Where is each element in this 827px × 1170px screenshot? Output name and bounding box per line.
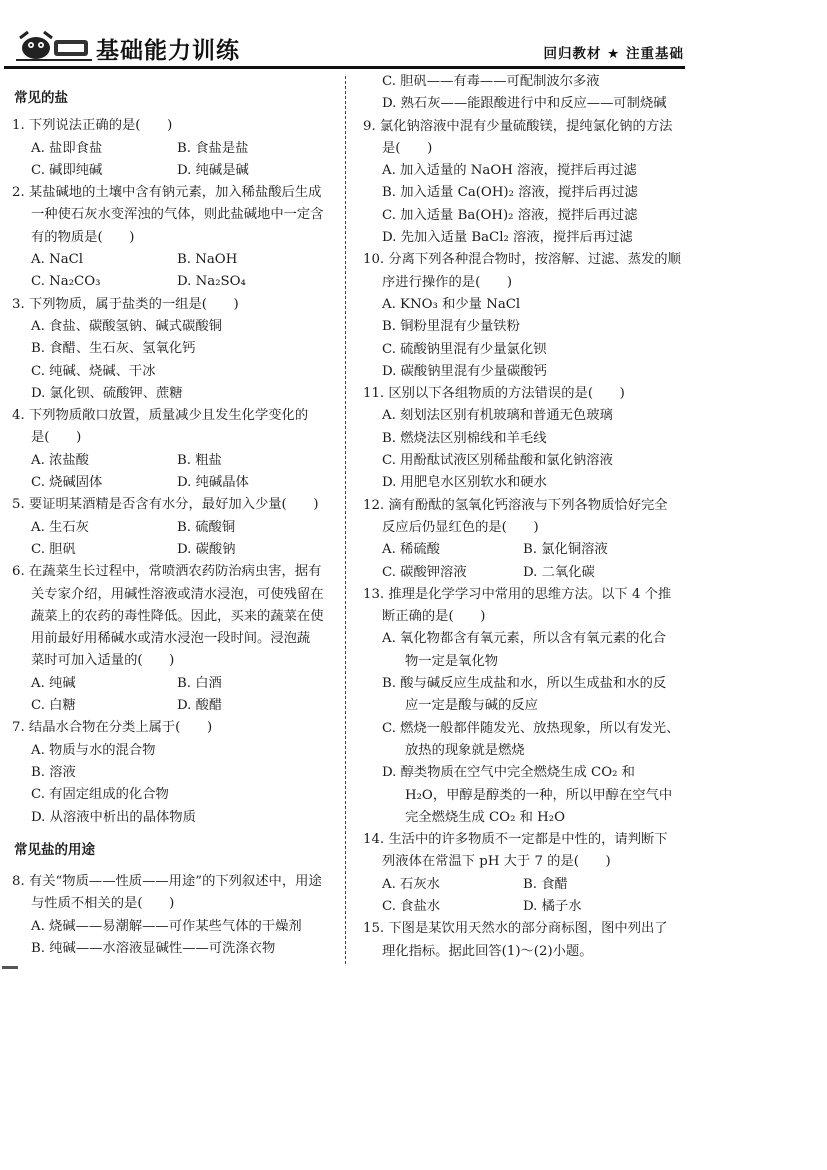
option-d[interactable]: D. 醇类物质在空气中完全燃烧生成 CO₂ 和 (382, 765, 635, 781)
option-d[interactable]: D. 纯碱晶体 (177, 475, 249, 491)
option-a[interactable]: A. 纯碱 (31, 675, 76, 691)
option-a[interactable]: A. 盐即食盐 (31, 140, 103, 156)
option-d[interactable]: D. 用肥皂水区别软水和硬水 (382, 475, 547, 491)
question-stem: 反应后仍显红色的是( ) (382, 519, 539, 535)
question-stem: 15. 下图是某饮用天然水的部分商标图，图中列出了 (363, 921, 668, 937)
option-d[interactable]: D. 二氧化碳 (523, 564, 595, 580)
option-c[interactable]: C. 纯碱、烧碱、干冰 (31, 363, 156, 379)
question-15 (363, 918, 687, 963)
option-c[interactable]: C. Na₂CO₃ (31, 274, 101, 290)
question-stem: 14. 生活中的许多物质不一定都是中性的，请判断下 (363, 832, 668, 848)
option-d[interactable]: D. 先加入适量 BaCl₂ 溶液，搅拌后再过滤 (382, 230, 633, 246)
question-stem: 用前最好用稀碱水或清水浸泡一段时间。浸泡蔬 (31, 631, 311, 647)
option-b[interactable]: B. 食醋、生石灰、氢氧化钙 (31, 341, 196, 357)
question-stem: 序进行操作的是( ) (382, 274, 513, 290)
option-c[interactable]: C. 烧碱固体 (31, 475, 103, 491)
option-d[interactable]: D. 碳酸钠里混有少量碳酸钙 (382, 363, 547, 379)
question-stem: 11. 区别以下各组物质的方法错误的是( ) (363, 386, 625, 402)
question-stem: 6. 在蔬菜生长过程中，常喷洒农药防治病虫害，据有 (12, 564, 322, 580)
column-divider (345, 76, 346, 964)
option-b[interactable]: B. 硫酸铜 (177, 519, 236, 535)
option-c[interactable]: C. 碳酸钾溶液 (382, 564, 467, 580)
option-c[interactable]: C. 用酚酞试液区别稀盐酸和氯化钠溶液 (382, 453, 613, 469)
question-5 (12, 494, 340, 561)
option-b[interactable]: B. 铜粉里混有少量铁粉 (382, 319, 520, 335)
option-a[interactable]: A. 浓盐酸 (31, 452, 89, 468)
option-b[interactable]: B. 酸与碱反应生成盐和水，所以生成盐和水的反 (382, 676, 667, 692)
question-stem: 断正确的是( ) (382, 609, 486, 625)
question-stem: 4. 下列物质敞口放置，质量减少且发生化学变化的 (12, 408, 309, 424)
question-stem: 菜时可加入适量的( ) (31, 653, 175, 669)
option-d[interactable]: D. Na₂SO₄ (177, 274, 246, 290)
option-a[interactable]: A. 生石灰 (31, 519, 89, 535)
question-stem: 是( ) (382, 140, 433, 156)
option-d[interactable]: D. 纯碱是碱 (177, 162, 249, 178)
option-a[interactable]: A. 食盐、碳酸氢钠、碱式碳酸铜 (31, 318, 222, 334)
option-a[interactable]: A. NaCl (31, 252, 84, 268)
question-4 (12, 405, 340, 494)
option-d[interactable]: D. 氯化钡、硫酸钾、蔗糖 (31, 385, 183, 401)
option-b-continued: 应一定是酸与碱的反应 (405, 698, 538, 714)
question-14 (363, 829, 687, 918)
question-8 (12, 871, 340, 960)
option-a[interactable]: A. 石灰水 (382, 876, 440, 892)
option-d[interactable]: D. 熟石灰——能跟酸进行中和反应——可制烧碱 (382, 96, 667, 112)
question-stem: 蔬菜上的农药的毒性降低。因此，买来的蔬菜在使 (31, 608, 324, 624)
question-13 (363, 584, 687, 829)
option-b[interactable]: B. 白酒 (177, 675, 222, 691)
option-d-continued: 完全燃烧生成 CO₂ 和 H₂O (405, 809, 565, 825)
option-d[interactable]: D. 从溶液中析出的晶体物质 (31, 809, 196, 825)
option-a[interactable]: A. 刻划法区别有机玻璃和普通无色玻璃 (382, 408, 613, 424)
question-stem: 5. 要证明某酒精是否含有水分，最好加入少量( ) (12, 497, 319, 513)
option-a[interactable]: A. KNO₃ 和少量 NaCl (382, 296, 521, 312)
cartoon-logo-icon (14, 28, 94, 64)
option-d[interactable]: D. 碳酸钠 (177, 541, 236, 557)
right-column (363, 71, 687, 963)
option-a[interactable]: A. 稀硫酸 (382, 542, 440, 558)
question-stem: 2. 某盐碱地的土壤中含有钠元素，加入稀盐酸后生成 (12, 185, 322, 201)
option-b[interactable]: B. 食醋 (523, 876, 568, 892)
option-d[interactable]: D. 酸醋 (177, 698, 223, 714)
option-b[interactable]: B. 食盐是盐 (177, 140, 249, 156)
option-c[interactable]: C. 有固定组成的化合物 (31, 787, 169, 803)
question-stem: 关专家介绍，用碱性溶液或清水浸泡，可使残留在 (31, 586, 324, 602)
question-stem: 理化指标。据此回答(1)～(2)小题。 (382, 943, 593, 959)
option-c[interactable]: C. 胆矾——有毒——可配制波尔多液 (382, 74, 600, 89)
question-stem: 13. 推理是化学学习中常用的思维方法。以下 4 个推 (363, 586, 672, 602)
question-stem: 8. 有关“物质——性质——用途”的下列叙述中，用途 (12, 874, 322, 890)
header-slogan: 回归教材 ★ 注重基础 (543, 46, 684, 62)
question-stem: 10. 分离下列各种混合物时，按溶解、过滤、蒸发的顺 (363, 252, 681, 268)
question-11 (363, 383, 687, 494)
question-stem: 与性质不相关的是( ) (31, 896, 175, 912)
question-7 (12, 717, 340, 828)
question-stem: 7. 结晶水合物在分类上属于( ) (12, 720, 213, 736)
option-a[interactable]: A. 加入适量的 NaOH 溶液，搅拌后再过滤 (382, 163, 637, 179)
question-9 (363, 116, 687, 250)
section-heading: 常见的盐 (14, 90, 68, 106)
question-stem: 是( ) (31, 430, 82, 446)
option-c[interactable]: C. 食盐水 (382, 898, 441, 914)
page-header (14, 28, 684, 66)
option-c[interactable]: C. 碱即纯碱 (31, 162, 103, 178)
option-c[interactable]: C. 硫酸钠里混有少量氯化钡 (382, 341, 547, 357)
option-a[interactable]: A. 氧化物都含有氧元素，所以含有氧元素的化合 (382, 631, 666, 647)
option-c[interactable]: C. 胆矾 (31, 541, 76, 557)
option-a[interactable]: A. 物质与水的混合物 (31, 742, 156, 758)
option-c[interactable]: C. 燃烧一般都伴随发光、放热现象，所以有发光、 (382, 720, 680, 736)
question-1 (12, 115, 340, 182)
question-stem: 一种使石灰水变浑浊的气体，则此盐碱地中一定含 (31, 207, 324, 223)
question-6 (12, 561, 340, 717)
question-3 (12, 294, 340, 405)
page-number-mark (2, 966, 18, 969)
option-a-continued: 物一定是氧化物 (405, 653, 499, 669)
question-stem: 12. 滴有酚酞的氢氧化钙溶液与下列各物质恰好完全 (363, 497, 668, 513)
option-b[interactable]: B. 燃烧法区别棉线和羊毛线 (382, 430, 547, 446)
option-b[interactable]: B. 粗盐 (177, 452, 222, 468)
option-d-continued: H₂O，甲醇是醇类的一种，所以甲醇在空气中 (405, 787, 673, 803)
option-c[interactable]: C. 加入适量 Ba(OH)₂ 溶液，搅拌后再过滤 (382, 207, 638, 223)
question-stem: 列液体在常温下 pH 大于 7 的是( ) (382, 854, 611, 870)
option-b[interactable]: B. NaOH (177, 252, 238, 268)
option-c-continued: 放热的现象就是燃烧 (405, 742, 525, 758)
section-title: 基础能力训练 (96, 38, 240, 64)
option-b[interactable]: B. 加入适量 Ca(OH)₂ 溶液，搅拌后再过滤 (382, 185, 638, 201)
question-12 (363, 495, 687, 584)
header-rule (4, 66, 685, 69)
option-c[interactable]: C. 白糖 (31, 698, 76, 714)
question-2 (12, 182, 340, 293)
question-stem: 1. 下列说法正确的是( ) (12, 118, 173, 134)
question-10 (363, 249, 687, 383)
question-stem: 3. 下列物质，属于盐类的一组是( ) (12, 296, 239, 312)
section-heading: 常见盐的用途 (14, 841, 95, 858)
option-b[interactable]: B. 纯碱——水溶液显碱性——可洗涤衣物 (31, 940, 276, 956)
option-d[interactable]: D. 橘子水 (523, 898, 582, 914)
question-stem: 9. 氯化钠溶液中混有少量硫酸镁，提纯氯化钠的方法 (363, 118, 673, 134)
option-a[interactable]: A. 烧碱——易潮解——可作某些气体的干燥剂 (31, 918, 302, 934)
option-b[interactable]: B. 溶液 (31, 764, 76, 780)
option-b[interactable]: B. 氯化铜溶液 (523, 542, 608, 558)
question-stem: 有的物质是( ) (31, 229, 135, 245)
left-column (12, 81, 340, 960)
